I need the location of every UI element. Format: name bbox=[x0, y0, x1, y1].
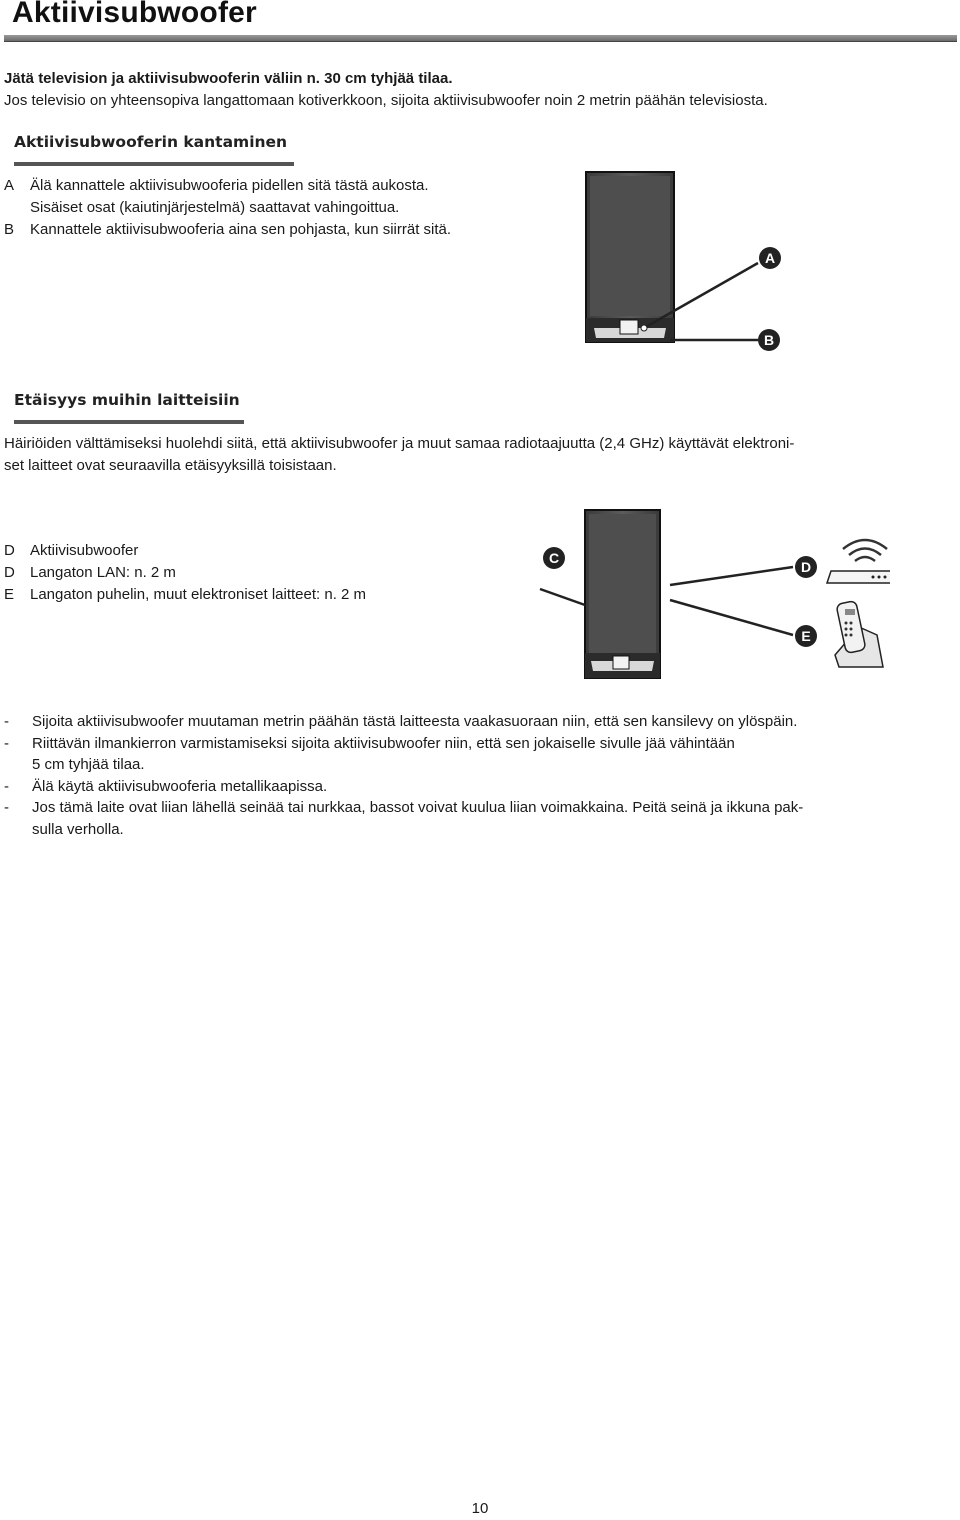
notes-item: - Sijoita aktiivisubwoofer muutaman metrin päähän tästä laitteesta vaakasuoraan niin, että sen kansilevy on ylöspäin. bbox=[4, 713, 798, 730]
carrying-list bbox=[4, 175, 451, 241]
distance-list bbox=[4, 540, 366, 606]
page-number: 10 bbox=[471, 1500, 489, 1517]
page-title: Aktiivisubwoofer bbox=[12, 0, 257, 29]
intro bbox=[4, 68, 954, 112]
subwoofer-icon bbox=[585, 510, 660, 678]
svg-text:C: C bbox=[548, 550, 560, 566]
title-rule bbox=[4, 35, 957, 42]
callout-b-icon bbox=[758, 329, 780, 351]
notes-item: - Riittävän ilmankierron varmistamiseksi sijoita aktiivisubwoofer niin, että sen jokaiselle sivulle jää vähintään 5 cm tyhjää tilaa. bbox=[4, 734, 735, 774]
carrying-heading-rule bbox=[14, 162, 294, 166]
distance-item: D Langaton LAN: n. 2 m bbox=[4, 564, 176, 581]
carrying-heading: Aktiivisubwooferin kantaminen bbox=[14, 133, 288, 151]
subwoofer-carry-figure bbox=[580, 168, 790, 358]
cordless-phone-icon bbox=[835, 600, 883, 667]
notes-list bbox=[4, 711, 944, 841]
callout-a-icon bbox=[759, 247, 781, 269]
distance-item: D Aktiivisubwoofer bbox=[4, 542, 139, 559]
carrying-item: B Kannattele aktiivisubwooferia aina sen pohjasta, kun siirrät sitä. bbox=[4, 221, 452, 238]
carrying-item: A Älä kannattele aktiivisubwooferia pidellen sitä tästä aukosta. bbox=[4, 177, 429, 194]
callout-e-icon bbox=[795, 625, 817, 647]
callout-d-icon bbox=[795, 556, 817, 578]
svg-text:A: A bbox=[764, 250, 776, 266]
notes-item: - Jos tämä laite ovat liian lähellä seinää tai nurkkaa, bassot voivat kuulua liian voimakkaina. Peitä seinä ja ikkuna pak- sulla verholla. bbox=[4, 799, 804, 838]
svg-text:E: E bbox=[801, 628, 811, 644]
callout-c-icon bbox=[543, 547, 565, 569]
notes-item: - Älä käytä aktiivisubwooferia metallikaapissa. bbox=[4, 777, 328, 795]
intro-line-1: Jätä television ja aktiivisubwooferin väliin n. 30 cm tyhjää tilaa. bbox=[4, 70, 453, 87]
svg-text:B: B bbox=[763, 332, 775, 348]
svg-text:D: D bbox=[800, 559, 812, 575]
carrying-item: Sisäiset osat (kaiutinjärjestelmä) saattavat vahingoittua. bbox=[30, 199, 400, 216]
distance-paragraph: Häiriöiden välttämiseksi huolehdi siitä, että aktiivisubwoofer ja muut samaa radiotaajuutta (2,4 GHz) käyttävät elektroni- set laitteet ovat seuraavilla etäisyyksillä toisistaan. bbox=[4, 435, 795, 474]
intro-line-2: Jos televisio on yhteensopiva langattomaan kotiverkkoon, sijoita aktiivisubwoofer noin 2 metrin päähän televisiosta. bbox=[4, 92, 768, 109]
subwoofer-icon bbox=[586, 172, 674, 342]
distance-item: E Langaton puhelin, muut elektroniset laitteet: n. 2 m bbox=[4, 586, 367, 603]
distance-heading: Etäisyys muihin laitteisiin bbox=[14, 391, 240, 409]
distance-heading-rule bbox=[14, 420, 244, 424]
wireless-router-icon bbox=[827, 540, 890, 583]
distance-figure bbox=[535, 505, 890, 685]
